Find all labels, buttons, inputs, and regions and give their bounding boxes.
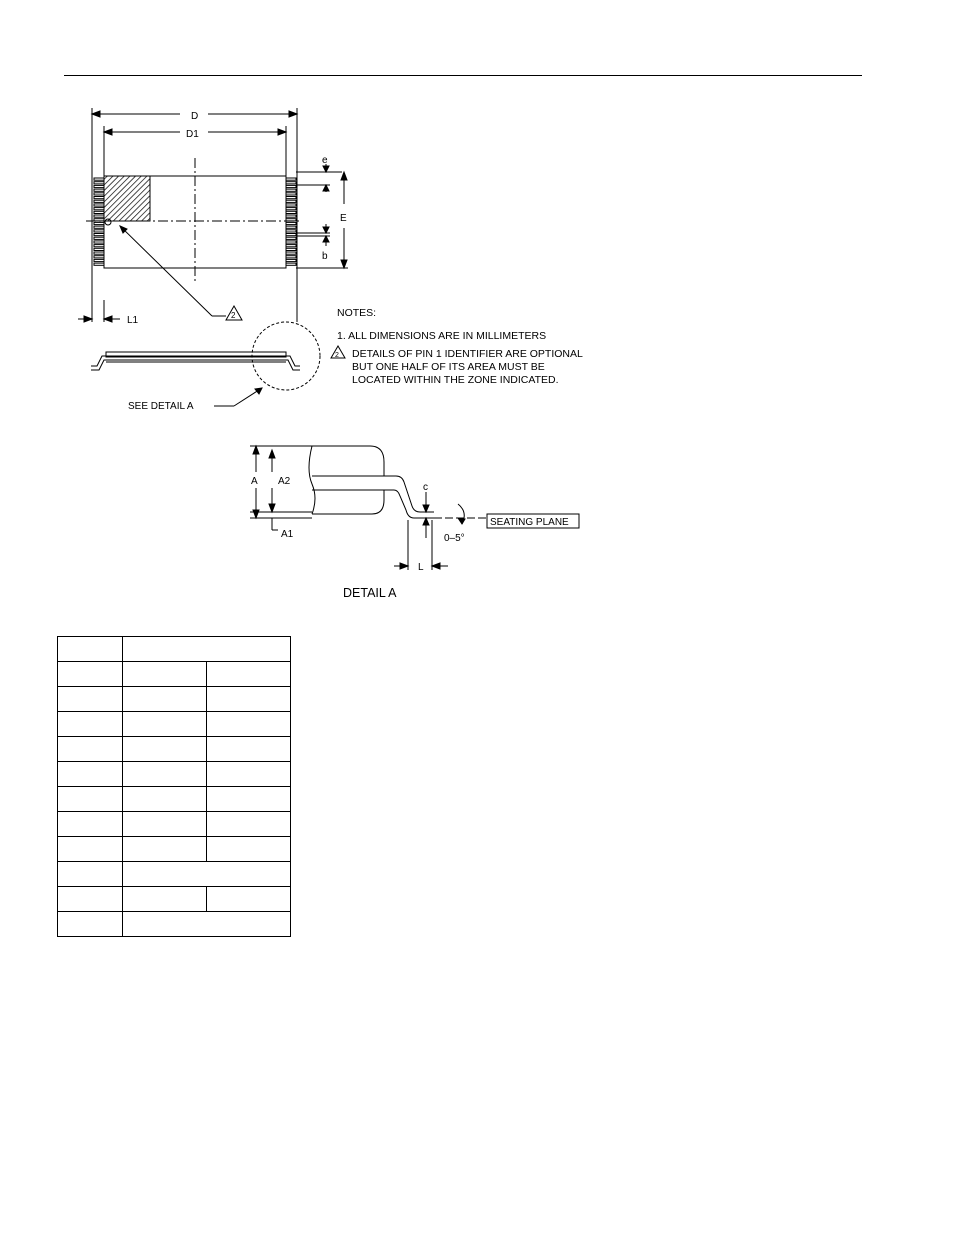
- dimensions-table: [57, 636, 291, 937]
- pin-lead: [94, 208, 104, 210]
- table-cell: [123, 812, 207, 837]
- table-row: [58, 662, 291, 687]
- table-cell: [123, 837, 207, 862]
- pin-lead: [94, 219, 104, 221]
- pin-lead: [94, 230, 104, 232]
- dimension-l-label: L: [418, 562, 424, 573]
- note-2-number: 2: [335, 352, 339, 359]
- table-cell: [58, 812, 123, 837]
- table-cell: [58, 737, 123, 762]
- pin-lead: [286, 200, 296, 202]
- table-cell: [123, 737, 207, 762]
- pin-lead: [94, 259, 104, 261]
- table-cell: [207, 712, 291, 737]
- pin-lead: [94, 252, 104, 254]
- table-cell: [58, 787, 123, 812]
- table-cell: [123, 687, 207, 712]
- table-cell: [58, 837, 123, 862]
- table-cell: [123, 912, 291, 937]
- table-cell: [58, 637, 123, 662]
- pin-lead: [94, 222, 104, 224]
- pin-lead: [94, 182, 104, 184]
- pin-lead: [94, 234, 104, 236]
- pin1-note-number: 2: [231, 311, 236, 320]
- pin-lead: [286, 248, 296, 250]
- pin-lead: [286, 211, 296, 213]
- pin-lead: [94, 226, 104, 228]
- table-cell: [58, 712, 123, 737]
- pin-lead: [286, 208, 296, 210]
- pin-lead: [94, 185, 104, 187]
- table-row: [58, 737, 291, 762]
- table-cell: [207, 837, 291, 862]
- table-cell: [58, 912, 123, 937]
- table-row: [58, 887, 291, 912]
- table-cell: [123, 787, 207, 812]
- pin-lead: [286, 219, 296, 221]
- right-pins: [286, 178, 296, 265]
- pin-lead: [94, 237, 104, 239]
- table-row: [58, 712, 291, 737]
- table-cell: [207, 687, 291, 712]
- table-cell: [207, 887, 291, 912]
- pin-lead: [286, 230, 296, 232]
- table-cell: [123, 762, 207, 787]
- notes-block: [331, 307, 583, 386]
- table-row: [58, 787, 291, 812]
- side-view: [91, 322, 320, 406]
- dimension-a-label: A: [251, 476, 258, 487]
- notes-heading: NOTES:: [337, 307, 377, 319]
- table-cell: [207, 812, 291, 837]
- pin-lead: [286, 237, 296, 239]
- table-cell: [207, 662, 291, 687]
- pin-lead: [286, 182, 296, 184]
- pin-lead: [286, 204, 296, 206]
- pin-lead: [94, 241, 104, 243]
- pin-lead: [286, 222, 296, 224]
- dimension-e-width-label: E: [340, 213, 347, 224]
- dimension-d-label: D: [191, 111, 199, 122]
- pin-lead: [94, 263, 104, 265]
- pin-lead: [94, 178, 104, 180]
- table-cell: [123, 637, 291, 662]
- pin-lead: [94, 200, 104, 202]
- left-pins: [94, 178, 104, 265]
- pin-lead: [94, 193, 104, 195]
- pin-lead: [286, 263, 296, 265]
- pin-lead: [286, 189, 296, 191]
- pin-lead: [286, 241, 296, 243]
- table-cell: [207, 787, 291, 812]
- pin-lead: [94, 189, 104, 191]
- pin-lead: [94, 204, 104, 206]
- table-cell: [123, 862, 291, 887]
- table-cell: [207, 737, 291, 762]
- dimension-l1-label: L1: [127, 315, 139, 326]
- dimension-c-label: c: [423, 482, 428, 493]
- table-row: [58, 687, 291, 712]
- pin-lead: [94, 197, 104, 199]
- dimension-a2-label: A2: [278, 476, 291, 487]
- pin-lead: [94, 245, 104, 247]
- pin-lead: [286, 234, 296, 236]
- note-2-line-1: DETAILS OF PIN 1 IDENTIFIER ARE OPTIONAL: [352, 348, 583, 360]
- table-cell: [58, 687, 123, 712]
- dimension-b-label: b: [322, 251, 328, 262]
- table-row: [58, 812, 291, 837]
- note-2-line-3: LOCATED WITHIN THE ZONE INDICATED.: [352, 374, 559, 386]
- dimension-e-pitch-label: e: [322, 155, 328, 166]
- table-cell: [58, 862, 123, 887]
- angle-label: 0–5°: [444, 533, 465, 544]
- dimension-d1-label: D1: [186, 129, 199, 140]
- table-row: [58, 912, 291, 937]
- table-cell: [58, 762, 123, 787]
- pin-lead: [94, 256, 104, 258]
- table-cell: [207, 762, 291, 787]
- table-cell: [58, 662, 123, 687]
- table-row: [58, 862, 291, 887]
- dimension-a1-label: A1: [281, 529, 294, 540]
- table-row: [58, 762, 291, 787]
- pin-lead: [286, 197, 296, 199]
- pin-lead: [286, 193, 296, 195]
- table-cell: [123, 662, 207, 687]
- seating-plane-label: SEATING PLANE: [490, 517, 569, 528]
- pin-lead: [286, 245, 296, 247]
- note-2-line-2: BUT ONE HALF OF ITS AREA MUST BE: [352, 361, 545, 373]
- pin-lead: [286, 178, 296, 180]
- pin-lead: [94, 248, 104, 250]
- pin-lead: [94, 211, 104, 213]
- pin-lead: [286, 252, 296, 254]
- detail-a-title: DETAIL A: [343, 586, 397, 600]
- pin-lead: [286, 259, 296, 261]
- pin-lead: [286, 256, 296, 258]
- detail-a-drawing: [250, 446, 579, 570]
- see-detail-label: SEE DETAIL A: [128, 401, 194, 412]
- top-view: [78, 108, 348, 322]
- table-cell: [123, 712, 207, 737]
- pin-lead: [94, 215, 104, 217]
- table-row: [58, 637, 291, 662]
- table-row: [58, 837, 291, 862]
- note-1: 1. ALL DIMENSIONS ARE IN MILLIMETERS: [337, 330, 547, 342]
- table-cell: [123, 887, 207, 912]
- pin-lead: [286, 215, 296, 217]
- pin-lead: [286, 185, 296, 187]
- table-cell: [58, 887, 123, 912]
- pin-lead: [286, 226, 296, 228]
